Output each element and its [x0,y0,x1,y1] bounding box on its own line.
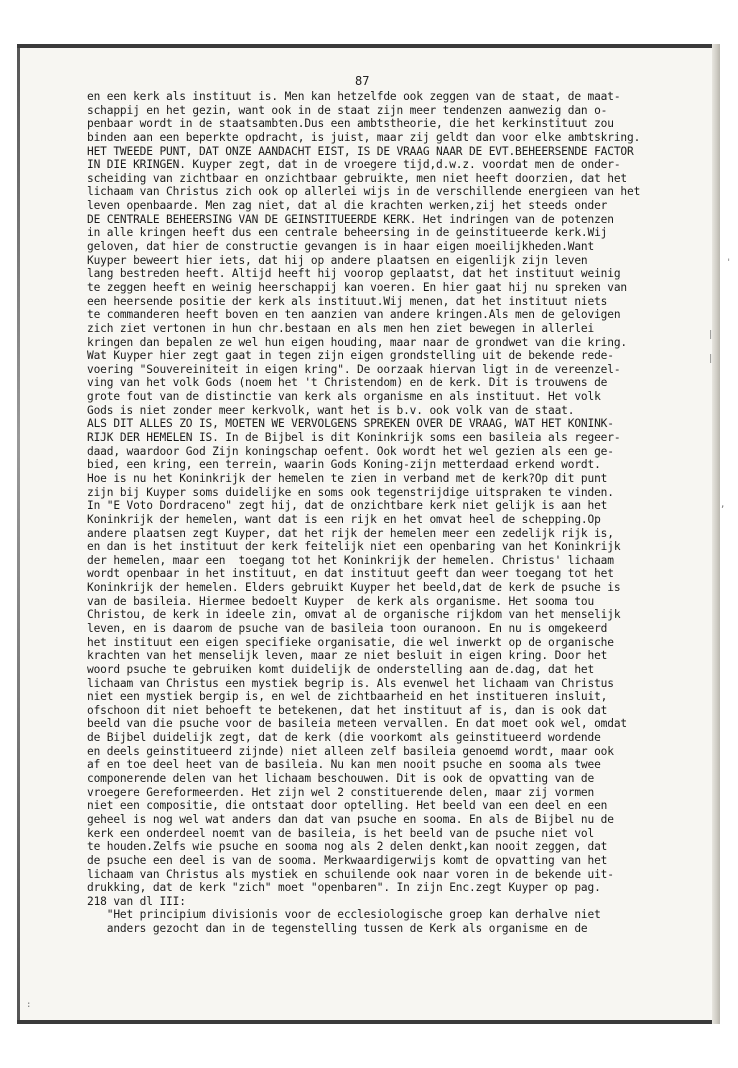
text-line: lichaam van Christus een mystiek begrip is. Als evenwel het lichaam van Christus [87,676,614,690]
text-line: geheel is nog wel wat anders dan dat van psuche en sooma. En als de Bijbel nu de [87,812,614,826]
margin-tick: | [708,354,714,364]
text-line: der hemelen, maar een toegang tot het Koninkrijk der hemelen. Christus' lichaam [87,553,614,567]
text-line: 218 van dl III: [87,894,186,908]
page-number: 87 [355,74,370,88]
text-line: in alle kringen heeft dus een centrale beheersing in de geinstitueerde kerk.Wij [87,226,608,240]
text-line: voering "Souvereiniteit in eigen kring". De oorzaak hiervan ligt in de vereenzel- [87,362,621,376]
text-line: Kuyper beweert hier iets, dat hij op andere plaatsen en eigenlijk zijn leven [87,253,588,267]
margin-tick: , [720,500,726,510]
text-line: ving van het volk Gods (noem het 't Christendom) en de kerk. Dit is trouwens de [87,376,608,390]
text-line: de psuche een deel is van de sooma. Merkwaardigerwijs komt de opvatting van het [87,853,608,867]
text-line: daad, waardoor God Zijn koningschap oefent. Ook wordt het wel gezien als een ge- [87,444,614,458]
text-line: DE CENTRALE BEHEERSING VAN DE GEINSTITUEERDE KERK. Het indringen van de potenzen [87,212,614,226]
text-line: Koninkrijk der hemelen. Elders gebruikt Kuyper het beeld,dat de kerk de psuche is [87,581,621,595]
text-line: leven, en is daarom de psuche van de basileia toon ouranoon. En nu is omgekeerd [87,621,608,635]
text-line: drukking, dat de kerk "zich" moet "openbaren". In zijn Enc.zegt Kuyper op pag. [87,881,601,895]
margin-tick: : [26,1000,32,1010]
text-line: niet een compositie, die ontstaat door optelling. Het beeld van een deel en een [87,799,608,813]
text-line: krachten van het menselijk leven, maar ze niet besluit in eigen kring. Door het [87,649,608,663]
typewritten-text [87,90,703,936]
text-line: bied, een kring, een terrein, waarin Gods Koning-zijn metterdaad erkend wordt. [87,458,601,472]
text-line: leven openbaarde. Men zag niet, dat al die krachten werken,zij het steeds onder [87,199,608,213]
text-line: scheiding van zichtbaar en onzichtbaar gebruikte, men niet heeft doorzien, dat het [87,171,628,185]
text-line: IN DIE KRINGEN. Kuyper zegt, dat in de vroegere tijd,d.w.z. voordat men de onder- [87,158,621,172]
text-line: van de basileia. Hiermee bedoelt Kuyper de kerk als organisme. Het sooma tou [87,594,595,608]
text-line: en een kerk als instituut is. Men kan hetzelfde ook zeggen van de staat, de maat- [87,90,621,103]
margin-tick: | [708,330,714,340]
text-line: lichaam van Christus zich ook op allerlei wijs in de verschillende energieen van het [87,185,641,199]
text-line: Christou, de kerk in ideele zin, omvat al de organische rijkdom van het menselijk [87,608,621,622]
text-line: niet een mystiek bergip is, en wel de zichtbaarheid en het institueren insluit, [87,690,608,704]
text-line: en deels geinstitueerd zijnde) niet alleen zelf basileia genoemd wordt, maar ook [87,744,614,758]
text-line: ofschoon dit niet behoeft te betekenen, dat het instituut af is, dan is ook dat [87,703,608,717]
text-line: andere plaatsen zegt Kuyper, dat het rijk der hemelen meer een zedelijk rijk is, [87,526,614,540]
text-line: een heersende positie der kerk als instituut.Wij menen, dat het instituut niets [87,294,608,308]
text-line: HET TWEEDE PUNT, DAT ONZE AANDACHT EIST, IS DE VRAAG NAAR DE EVT.BEHEERSENDE FACTOR [87,144,634,158]
text-line: grote fout van de distinctie van kerk als organisme en als instituut. Het volk [87,390,601,404]
text-line: Hoe is nu het Koninkrijk der hemelen te zien in verband met de kerk?Op dit punt [87,471,608,485]
text-line: zijn bij Kuyper soms duidelijke en soms ook tegenstrijdige uitspraken te vinden. [87,485,614,499]
page-left-edge [17,48,20,1020]
text-line: kerk een onderdeel noemt van de basileia, is het beeld van de psuche niet vol [87,826,595,840]
text-line: kringen dan bepalen ze wel hun eigen houding, maar naar de grondwet van die kring. [87,335,628,349]
text-line: Wat Kuyper hier zegt gaat in tegen zijn eigen grondstelling uit de bekende rede- [87,349,614,363]
text-line: het instituut een eigen specifieke organisatie, die wel inwerkt op de organische [87,635,614,649]
text-line: "Het principium divisionis voor de ecclesiologische groep kan derhalve niet [87,908,601,922]
page-right-edge [712,44,720,1024]
text-line: de Bijbel duidelijk zegt, dat de kerk (die voorkomt als geinstitueerd wordende [87,731,601,745]
text-line: binden aan een beperkte opdracht, is juist, maar zij geldt dan voor elke ambtskring. [87,130,641,144]
text-line: te commanderen heeft boven en ten aanzien van andere kringen.Als men de gelovigen [87,308,621,322]
text-line: schappij en het gezin, want ook in de staat zijn meer tendenzen aanwezig dan o- [87,103,608,117]
text-line: en dan is het instituut der kerk feitelijk niet een openbaring van het Koninkrijk [87,540,621,554]
text-line: componerende delen van het lichaam beschouwen. Dit is ook de opvatting van de [87,772,595,786]
text-line: penbaar wordt in de staatsambten.Dus een ambtstheorie, die het kerkinstituut zou [87,117,614,131]
text-line: zich ziet vertonen in hun chr.bestaan en als men hen ziet bewegen in allerlei [87,321,595,335]
text-line: anders gezocht dan in de tegenstelling tussen de Kerk als organisme en de [87,922,588,936]
text-line: Gods is niet zonder meer kerkvolk, want het is b.v. ook volk van de staat. [87,403,575,417]
text-line: lang bestreden heeft. Altijd heeft hij voorop geplaatst, dat het instituut weinig [87,267,621,281]
text-line: geloven, dat hier de constructie gevangen is in haar eigen moeilijkheden.Want [87,240,595,254]
text-line: te houden.Zelfs wie psuche en sooma nog als 2 delen denkt,kan nooit zeggen, dat [87,840,608,854]
text-line: wordt openbaar in het instituut, en dat instituut geeft dan weer toegang tot het [87,567,614,581]
text-line: te zeggen heeft en weinig heerschappij kan voeren. En hier gaat hij nu spreken van [87,280,628,294]
text-line: vroegere Gereformeerden. Het zijn wel 2 constituerende delen, maar zij vormen [87,785,595,799]
text-line: af en toe deel heet van de basileia. Nu kan men nooit psuche en sooma als twee [87,758,601,772]
text-line: RIJK DER HEMELEN IS. In de Bijbel is dit Koninkrijk soms een basileia als regeer- [87,431,621,445]
text-line: beeld van die psuche voor de basileia meteen vervallen. En dat moet ook wel, omdat [87,717,628,731]
text-line: In "E Voto Dordraceno" zegt hij, dat de onzichtbare kerk niet gelijk is aan het [87,499,608,513]
text-line: woord psuche te gebruiken komt duidelijk de onderstelling aan de.dag, dat het [87,662,595,676]
text-line: Koninkrijk der hemelen, want dat is een rijk en het omvat heel de schepping.Op [87,512,601,526]
text-line: ALS DIT ALLES ZO IS, MOETEN WE VERVOLGENS SPREKEN OVER DE VRAAG, WAT HET KONINK- [87,417,614,431]
text-line: lichaam van Christus als mystiek en schuilende ook naar voren in de bekende uit- [87,867,614,881]
margin-tick: ' [726,258,732,268]
